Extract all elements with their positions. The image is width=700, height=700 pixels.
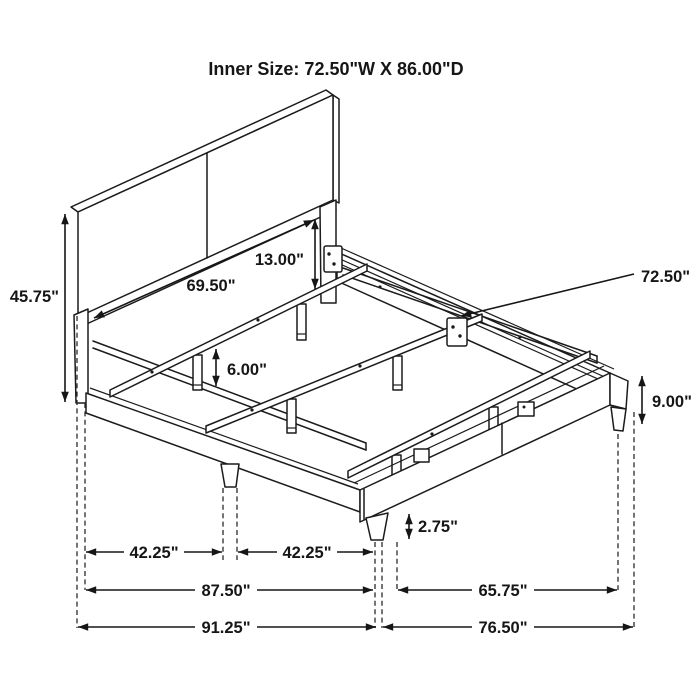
dim-foot-leg — [409, 514, 458, 539]
dim-headboard-height — [10, 214, 65, 402]
dim-label-headboard-width: 69.50" — [186, 277, 236, 295]
dim-slat-leg — [216, 349, 267, 386]
headboard-left-leg — [74, 309, 88, 403]
side-rail-middle-leg — [221, 464, 239, 487]
left-metal-rail — [93, 341, 366, 450]
dim-rail-height — [642, 376, 692, 424]
dim-label-overall-depth: 91.25" — [201, 619, 251, 637]
dim-head-section — [86, 544, 222, 562]
dim-foot-section — [238, 544, 373, 562]
dim-overall-width — [383, 619, 633, 637]
dim-label-overall-width: 76.50" — [478, 619, 528, 637]
dim-label-head-section: 42.25" — [129, 544, 179, 562]
dim-label-frame-depth: 87.50" — [201, 582, 251, 600]
rail-junction-bracket — [447, 318, 467, 346]
footboard-connector — [414, 449, 429, 462]
left-side-rail — [86, 388, 360, 512]
dim-frame-depth — [86, 582, 373, 600]
dim-label-headboard-leg: 13.00" — [254, 251, 304, 269]
foot-left-leg — [366, 513, 388, 540]
dim-label-rail-height: 9.00" — [652, 393, 692, 411]
footboard-center-bracket — [518, 402, 534, 416]
headboard — [71, 90, 339, 403]
headboard-right-edge — [333, 95, 339, 203]
dim-label-footboard-span: 65.75" — [478, 582, 528, 600]
dim-inner-width — [461, 268, 690, 316]
dim-label-headboard-height: 45.75" — [9, 288, 59, 306]
dim-label-foot-section: 42.25" — [282, 544, 332, 562]
foot-right-leg — [611, 407, 626, 431]
headboard-bracket — [324, 246, 342, 272]
dim-label-slat-leg: 6.00" — [227, 361, 267, 379]
dim-label-foot-leg: 2.75" — [418, 518, 458, 536]
diagram-title: Inner Size: 72.50"W X 86.00"D — [208, 59, 464, 79]
dim-footboard-span — [398, 582, 617, 600]
dim-overall-depth — [78, 619, 376, 637]
dim-label-inner-width: 72.50" — [641, 268, 691, 286]
foot-right-corner — [610, 373, 628, 431]
